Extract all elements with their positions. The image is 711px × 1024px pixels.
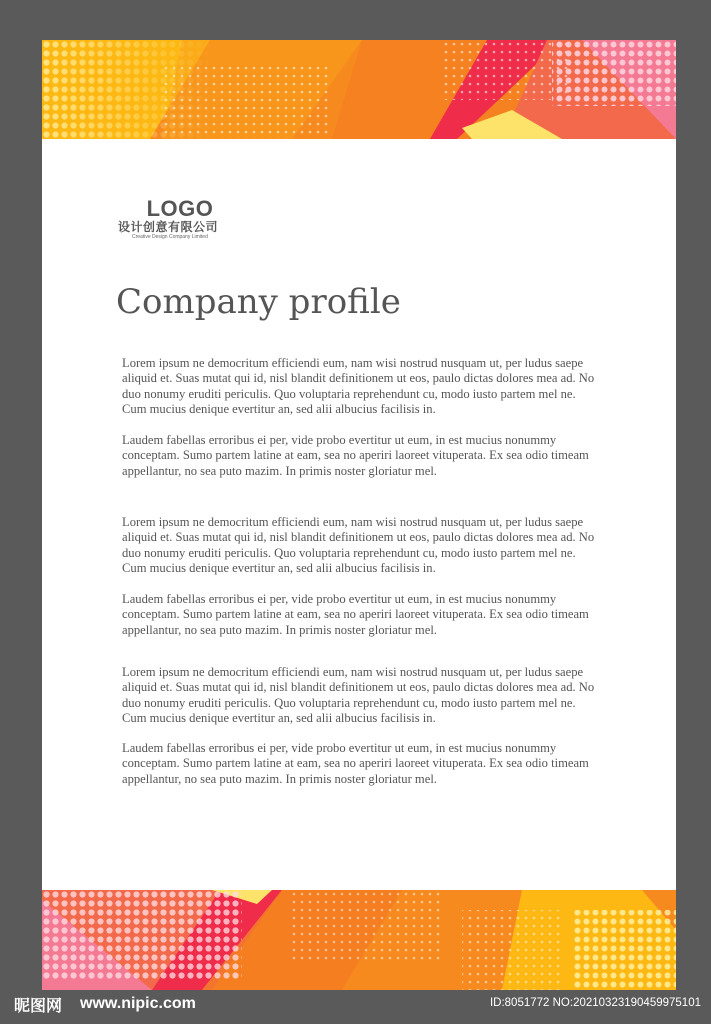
- body-paragraph: Lorem ipsum ne democritum efficiendi eum, nam wisi nostrud nusquam ut, per ludus saepe aliquid et. Suas mutat qui id, nisl blandit definitionem ut eos, paulo dictas dolores mea ad. No duo nonumy eruditi periculis. Quo voluptaria reprehendunt cu, modo iusto partem mel ne. Cum mucius denique evertitur an, sed alii albucius facilisis in.: [122, 356, 595, 417]
- body-paragraph: Lorem ipsum ne democritum efficiendi eum, nam wisi nostrud nusquam ut, per ludus saepe aliquid et. Suas mutat qui id, nisl blandit definitionem ut eos, paulo dictas dolores mea ad. No duo nonumy eruditi periculis. Quo voluptaria reprehendunt cu, modo iusto partem mel ne. Cum mucius denique evertitur an, sed alii albucius facilisis in.: [122, 665, 595, 726]
- body-paragraph: Laudem fabellas erroribus ei per, vide probo evertitur ut eum, in est mucius nonummy conceptam. Sumo partem latine at eam, sea no aperiri laoreet vituperata. Ex sea odio timeam appellantur, no sea puto mazim. In primis noster gloriatur mel.: [122, 433, 589, 478]
- logo-chinese-name: 设计创意有限公司: [118, 220, 219, 234]
- page-title: Company profile: [116, 282, 401, 322]
- watermark-logo: 昵图网: [14, 996, 63, 1015]
- logo-english-name: Creative Design Company Limited: [132, 234, 208, 240]
- watermark-image-id: ID:8051772 NO:20210323190459975101: [489, 997, 701, 1009]
- footer-decorative-band: [42, 890, 676, 990]
- logo-wordmark: LOGO: [146, 196, 214, 221]
- body-paragraph: Laudem fabellas erroribus ei per, vide probo evertitur ut eum, in est mucius nonummy conceptam. Sumo partem latine at eam, sea no aperiri laoreet vituperata. Ex sea odio timeam appellantur, no sea puto mazim. In primis noster gloriatur mel.: [122, 592, 589, 637]
- body-paragraph: Laudem fabellas erroribus ei per, vide probo evertitur ut eum, in est mucius nonummy conceptam. Sumo partem latine at eam, sea no aperiri laoreet vituperata. Ex sea odio timeam appellantur, no sea puto mazim. In primis noster gloriatur mel.: [122, 741, 589, 786]
- body-paragraph: Lorem ipsum ne democritum efficiendi eum, nam wisi nostrud nusquam ut, per ludus saepe aliquid et. Suas mutat qui id, nisl blandit definitionem ut eos, paulo dictas dolores mea ad. No duo nonumy eruditi periculis. Quo voluptaria reprehendunt cu, modo iusto partem mel ne. Cum mucius denique evertitur an, sed alii albucius facilisis in.: [122, 515, 595, 576]
- watermark-site-link[interactable]: www.nipic.com: [80, 995, 196, 1012]
- company-logo: [118, 198, 248, 241]
- letterhead-page: [42, 40, 676, 990]
- header-decorative-band: [42, 40, 676, 139]
